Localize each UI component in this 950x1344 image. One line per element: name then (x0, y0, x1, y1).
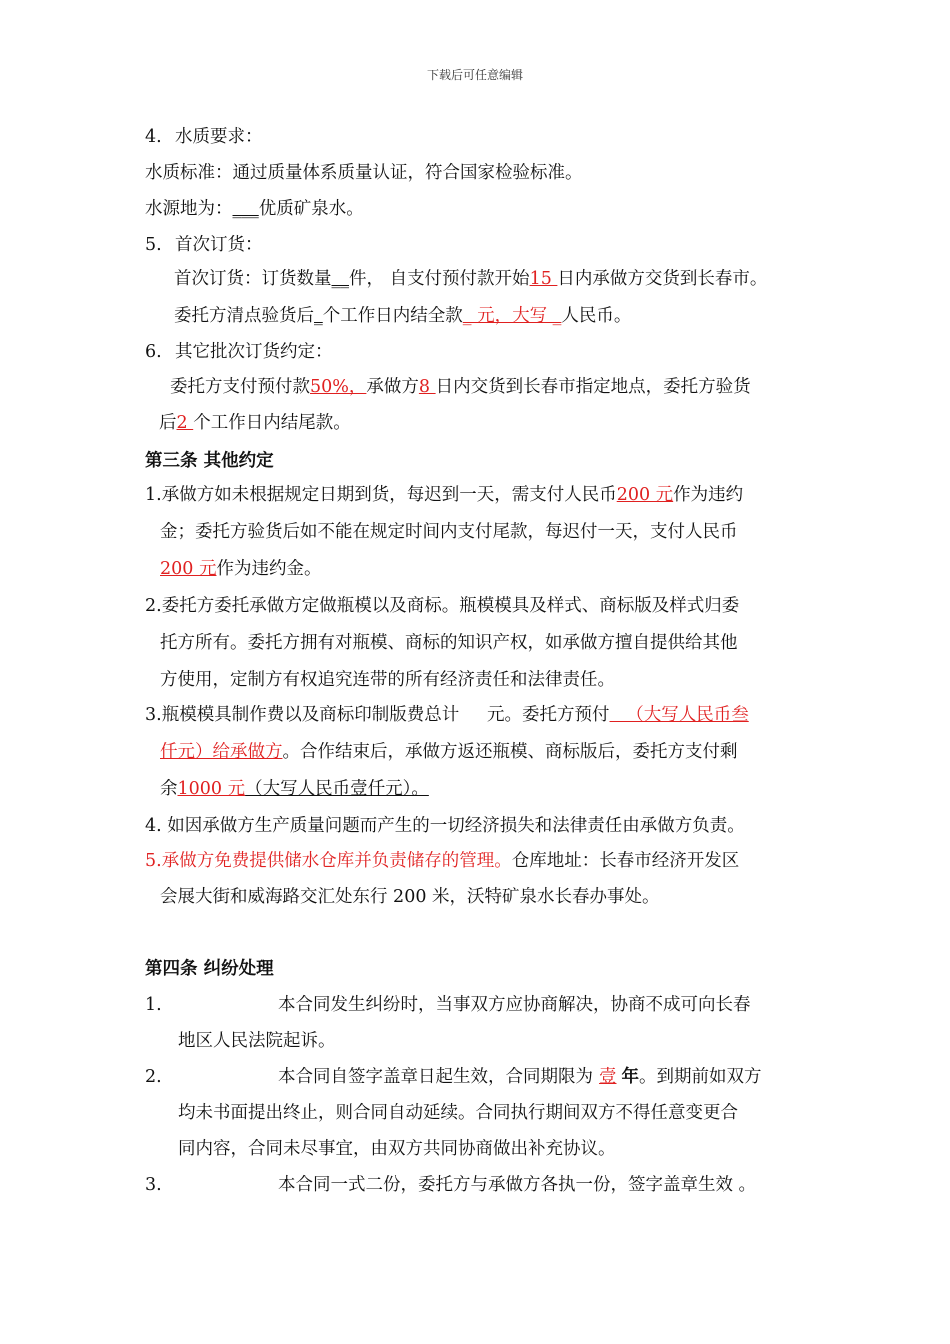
prepay-percent: 50%， (310, 377, 367, 397)
p1-text-b: 作为违约 (673, 485, 744, 505)
settlement-days-blank: _ (314, 306, 323, 326)
p3-text-e: 余 (160, 779, 178, 799)
item4-line (145, 126, 263, 148)
first-order-text-a: 首次订货：订货数量 (174, 269, 332, 289)
other-order-text-c: 日内交货到长春市指定地点，委托方验货 (435, 377, 751, 397)
settlement-amount: _ 元，大写 _ (462, 306, 562, 326)
final-payment-days: 2 (176, 413, 194, 433)
sec4-i2-line1 (278, 1066, 762, 1088)
sec3-p4: 4. 如因承做方生产质量问题而产生的一切经济损失和法律责任由承做方负责。 (145, 816, 745, 836)
p1-text-d: 作为违约金。 (216, 559, 322, 579)
sec4-i2-line3: 同内容，合同未尽事宜，由双方共同协商做出补充协议。 (178, 1139, 616, 1159)
first-order-text-c: 日内承做方交货到长春市。 (557, 269, 768, 289)
item6-line (145, 341, 333, 363)
item6-number: 6. (145, 342, 162, 362)
settlement-text-b: 个工作日内结全款 (322, 306, 463, 326)
first-order-days: 15 (529, 269, 558, 289)
sec3-p3-line1 (145, 704, 749, 726)
sec3-p2-line2: 托方所有。委托方拥有对瓶模、商标的知识产权，如承做方擅自提供给其他 (160, 633, 738, 653)
sec3-p3-line3 (160, 778, 429, 800)
first-order-qty-blank: __ (331, 269, 349, 289)
sec3-p5-line1 (145, 850, 739, 872)
water-standard: 水质标准：通过质量体系质量认证，符合国家检验标准。 (145, 163, 583, 183)
sec3-p2-line3: 方使用，定制方有权追究连带的所有经济责任和法律责任。 (160, 670, 615, 690)
delivery-days: 8 (418, 377, 436, 397)
p5-number: 5. (145, 851, 162, 871)
p3-remaining-amount: 1000 元 (177, 779, 246, 799)
p3-prepay-amount-cont: 仟元）给承做方 (160, 742, 283, 762)
other-order-line-1 (170, 376, 751, 398)
sec3-p5-line2: 会展大街和威海路交汇处东行 200 米，沃特矿泉水长春办事处。 (160, 887, 660, 907)
section3-heading: 第三条 其他约定 (145, 451, 274, 471)
p3-remaining-amount-words: （大写人民币壹仟元）。 (245, 779, 429, 799)
sec3-p2-line1: 2.委托方委托承做方定做瓶模以及商标。瓶模模具及样式、商标版及样式归委 (145, 596, 740, 616)
sec3-p1-line3 (160, 558, 321, 580)
p3-text-d: 。合作结束后，承做方返还瓶模、商标版后，委托方支付剩 (282, 742, 738, 762)
item5-title: 首次订货： (175, 235, 263, 255)
source-text: 优质矿泉水。 (258, 199, 364, 219)
item6-title: 其它批次订货约定： (175, 342, 333, 362)
first-order-text-b: 件， 自支付预付款开始 (349, 269, 530, 289)
other-order-text-e: 个工作日内结尾款。 (193, 413, 351, 433)
settlement-text-a: 委托方清点验货后 (174, 306, 314, 326)
sec3-p1-line2: 金；委托方验货后如不能在规定时间内支付尾款，每迟付一天，支付人民币 (160, 522, 738, 542)
other-order-line-2 (159, 412, 351, 434)
item5-line (145, 234, 263, 256)
other-order-text-b: 承做方 (366, 377, 419, 397)
contract-term: 壹 (599, 1067, 617, 1087)
sec4-i3-line1: 本合同一式二份，委托方与承做方各执一份，签字盖章生效 。 (278, 1175, 757, 1195)
page-header: 下载后可任意编辑 (426, 68, 523, 82)
p5-highlight: 承做方免费提供储水仓库并负责储存的管理。 (161, 851, 512, 871)
item4-title: 水质要求： (175, 127, 263, 147)
sec4-i2-number: 2. (145, 1067, 162, 1087)
sec4-i1-line1: 本合同发生纠纷时，当事双方应协商解决，协商不成可向长春 (278, 995, 751, 1015)
sec4-i2-line2: 均未书面提出终止，则合同自动延续。合同执行期间双方不得任意变更合 (178, 1103, 738, 1123)
source-label: 水源地为： (145, 199, 233, 219)
source-blank: ___ (232, 199, 259, 219)
p3-prepay-amount: （大写人民币叁 (609, 705, 749, 725)
contract-term-unit: 年 (621, 1067, 639, 1087)
p5-text-a: 仓库地址：长春市经济开发区 (511, 851, 740, 871)
sec4-i1-line2: 地区人民法院起诉。 (178, 1031, 336, 1051)
sec3-p1-line1 (145, 484, 743, 506)
other-order-text-d: 后 (159, 413, 177, 433)
sec4-i1-number: 1. (145, 995, 162, 1015)
first-order-line (174, 268, 767, 290)
other-order-text-a: 委托方支付预付款 (170, 377, 310, 397)
settlement-line (174, 305, 631, 327)
settlement-text-c: 人民币。 (561, 306, 632, 326)
sec3-p3-line2 (160, 741, 738, 763)
p3-text-a: 3.瓶模模具制作费以及商标印制版费总计 元。委托方预付 (145, 705, 610, 725)
water-source-line (145, 198, 364, 220)
sec4-i3-number: 3. (145, 1175, 162, 1195)
penalty-amount-1: 200 元 (616, 485, 674, 505)
item4-number: 4. (145, 127, 162, 147)
item5-number: 5. (145, 235, 162, 255)
i2-text-b: 。到期前如双方 (639, 1067, 762, 1087)
i2-text-a: 本合同自签字盖章日起生效，合同期限为 (278, 1067, 593, 1087)
section4-heading: 第四条 纠纷处理 (145, 959, 274, 979)
p1-text-a: 1.承做方如未根据规定日期到货，每迟到一天，需支付人民币 (145, 485, 617, 505)
penalty-amount-2: 200 元 (160, 559, 217, 579)
